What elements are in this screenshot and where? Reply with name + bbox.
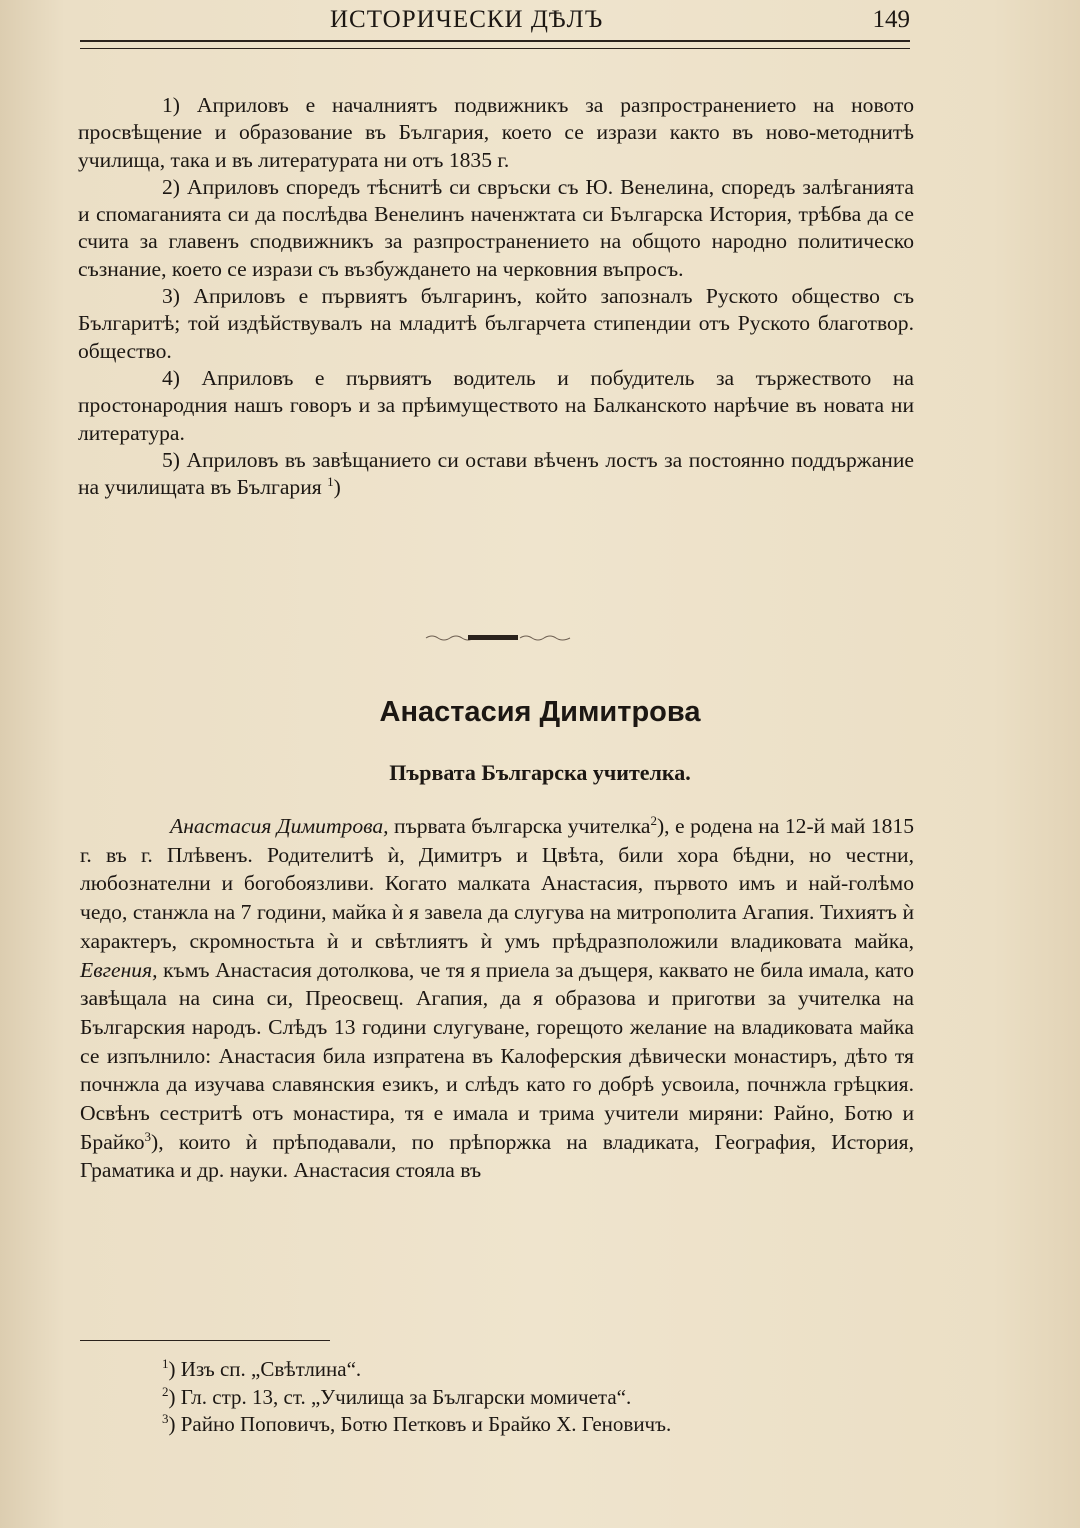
footnote-text: ) Изъ сп. „Свѣтлина“. [168,1357,362,1381]
conclusions-list [78,92,914,501]
running-header [80,4,910,38]
person-name-italic: Анастасия Димитрова, [170,814,389,838]
conclusion-text: 5) Априловъ въ завѣщанието си остави вѣченъ лостъ за постоянно поддържание на училищата въ България [78,447,914,500]
conclusion-paragraph: 2) Априловъ споредъ тѣснитѣ си свръски съ Ю. Венелина, споредъ залѣганията и спомаганията си да послѣдва Венелинъ наченжтата си Българска История, трѣбва да се счита за главенъ сподвижникъ за разпространението на общото народно политическо съзнание, което се изрази съ възбуждането на черковния въпросъ. [78,174,914,281]
article-paragraph [80,812,914,1185]
footnote-ref: 1 [327,473,334,489]
paragraph-text: къмъ Анастасия дотолкова, че тя я приела за дъщеря, каквато не била имала, като завѣщала на сина си, Преосвещ. Агапия, да я образова и приготви за учителка на Българския народъ. Слѣдъ 13 години слугуване, горещото желание на владиковата майка се изпълнило: Анастасия била изпратена въ Калоферския дѣвически монастиръ, дѣто тя почнжла да изучава славянския езикъ, и слѣдъ като го добрѣ усвоила, почнжла грѣцкия. Освѣнъ сестритѣ отъ монастира, тя е имала и трима учители миряни: Райно, Ботю и Брайко [80,957,914,1154]
article-subtitle: Първата Българска учителка. [389,760,691,785]
footnote [162,1411,922,1439]
footnote-separator [80,1340,330,1341]
section-divider-ornament [424,628,574,646]
footnote-ref: 2 [650,812,657,828]
article-body [80,812,914,1185]
running-header-title: ИСТОРИЧЕСКИ ДѢЛЪ [330,6,604,33]
conclusion-paragraph [78,447,914,502]
footnote [162,1384,922,1412]
person-name-italic: Евгения, [80,957,158,982]
conclusion-paragraph: 1) Априловъ е началниятъ подвижникъ за разпространението на новото просвѣщение и образование въ България, което се изрази както въ ново-методнитѣ училища, така и въ литературата ни отъ 1835 г. [78,93,914,172]
footnote-mark: 1 [162,1356,169,1371]
footnote-text: ) Райно Поповичъ, Ботю Петковъ и Брайко Х. Геновичъ. [168,1412,672,1436]
paragraph-text: ), е родена на 12-й май 1815 г. въ г. Плѣвенъ. Родителитѣ ѝ, Димитръ и Цвѣта, били хора бѣдни, но честни, любознателни и богобоязливи. Когато малката Анастасия, първото имъ и най-голѣмо чедо, станжла на 7 години, майка ѝ я завела да слугува на митрополита Агапия. Тихиятъ ѝ характеръ, скромностьта ѝ и свѣтлиятъ ѝ умъ прѣдразположили владиковата майка, [80,814,914,953]
article-title: Анастасия Димитрова [379,696,701,728]
footnote-ref: 3 [144,1128,152,1144]
footnote-ref-paren: ) [333,475,341,500]
page-number: 149 [872,6,910,33]
footnote-mark: 3 [162,1411,169,1426]
header-double-rule [80,40,910,49]
paragraph-text: ), които ѝ прѣподавали, по прѣпоржка на владиката, География, История, Граматика и др. науки. Анастасия стояла въ [80,1129,914,1183]
footnote [162,1356,922,1384]
footnote-text: ) Гл. стр. 13, ст. „Училища за Български момичета“. [168,1384,632,1409]
conclusion-paragraph: 4) Априловъ е първиятъ водитель и побудитель за тържеството на простонародния нашъ говоръ и за прѣимуществото на Балканското нарѣчие въ новата ни литература. [78,365,914,445]
conclusion-paragraph: 3) Априловъ е първиятъ българинъ, който запозналъ Руското общество съ Българитѣ; той издѣйствувалъ на младитѣ българчета стипендии отъ Руското благотвор. общество. [78,284,914,363]
footnotes [162,1356,922,1439]
paragraph-text: първата българска учителка [388,814,651,838]
footnote-mark: 2 [162,1383,169,1399]
